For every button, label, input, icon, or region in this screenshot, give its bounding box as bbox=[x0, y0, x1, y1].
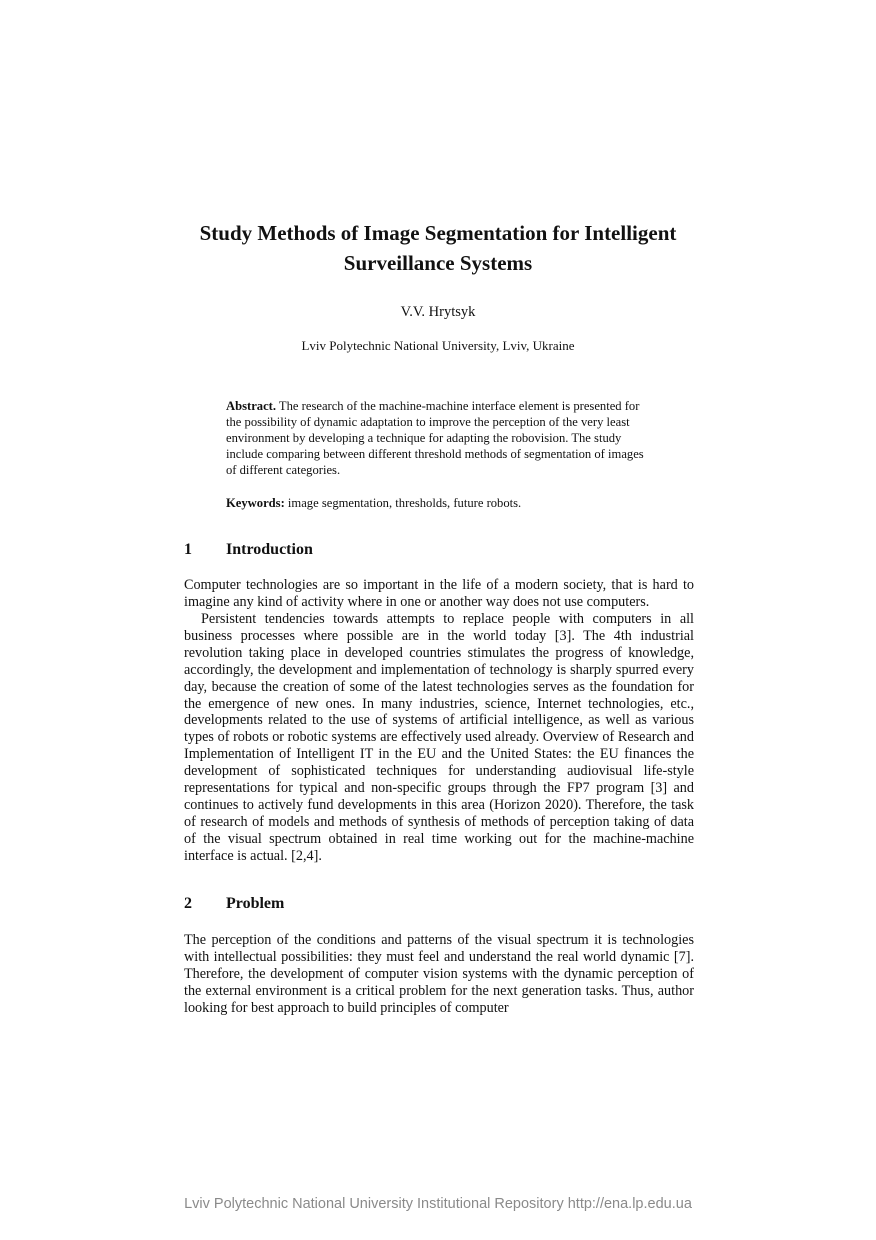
paper-title bbox=[0, 218, 876, 278]
keywords bbox=[226, 495, 644, 511]
keywords-text: image segmentation, thresholds, future robots. bbox=[284, 496, 522, 510]
section-heading-problem bbox=[184, 894, 284, 914]
abstract bbox=[226, 398, 644, 478]
section-title: Introduction bbox=[226, 541, 313, 558]
introduction-paragraph-2: Persistent tendencies towards attempts to replace people with computers in all business processes where possible are in the world today [3]. The 4th industrial revolution taking place in developed countries stimulates the progress of knowledge, accordingly, the development and implementation of technology is sharply spurred every day, because the creation of some of the latest technologies serves as the foundation for the emergence of new ones. In many industries, science, Internet technologies, etc., developments related to the use of systems of artificial intelligence, as well as various types of robots or robotic systems are effectively used already. Overview of Research and Implementation of Intelligent IT in the EU and the United States: the EU finances the development of sophisticated techniques for understanding audiovisual life-style representations for typical and non-specific groups through the FP7 program [3] and continues to actively fund developments in this area (Horizon 2020). Therefore, the task of research of models and methods of synthesis of methods of perception taking of data of the visual spectrum obtained in real time working out for the machine-machine interface is actual. [2,4]. bbox=[184, 611, 694, 864]
author-name: V.V. Hrytsyk bbox=[400, 304, 476, 320]
keywords-label: Keywords: bbox=[226, 496, 285, 510]
introduction-paragraph-1: Computer technologies are so important in the life of a modern society, that is hard to imagine any kind of activity where in one or another way does not use computers. bbox=[184, 577, 694, 610]
section-heading-introduction bbox=[184, 540, 313, 560]
abstract-label: Abstract. bbox=[226, 399, 277, 413]
section-number: 1 bbox=[184, 541, 192, 558]
repository-footer: Lviv Polytechnic National University Institutional Repository http://ena.lp.edu.ua bbox=[184, 1196, 692, 1212]
author-affiliation: Lviv Polytechnic National University, Lviv, Ukraine bbox=[301, 338, 575, 353]
section-number: 2 bbox=[184, 895, 192, 912]
paper-title-line-1: Study Methods of Image Segmentation for Intelligent bbox=[199, 221, 677, 245]
problem-paragraph-1: The perception of the conditions and patterns of the visual spectrum it is technologies with intellectual possibilities: they must feel and understand the real world dynamic [7]. Therefore, the development of computer vision systems with the dynamic perception of the external environment is a critical problem for the next generation tasks. Thus, author looking for best approach to build principles of computer bbox=[184, 932, 694, 1016]
paper-title-line-2: Surveillance Systems bbox=[343, 251, 533, 275]
abstract-text: The research of the machine-machine interface element is presented for the possibility of dynamic adaptation to improve the perception of the very least environment by developing a technique for adapting the robovision. The study include comparing between different threshold methods of segmentation of images of different categories. bbox=[226, 399, 644, 477]
section-title: Problem bbox=[226, 895, 285, 912]
